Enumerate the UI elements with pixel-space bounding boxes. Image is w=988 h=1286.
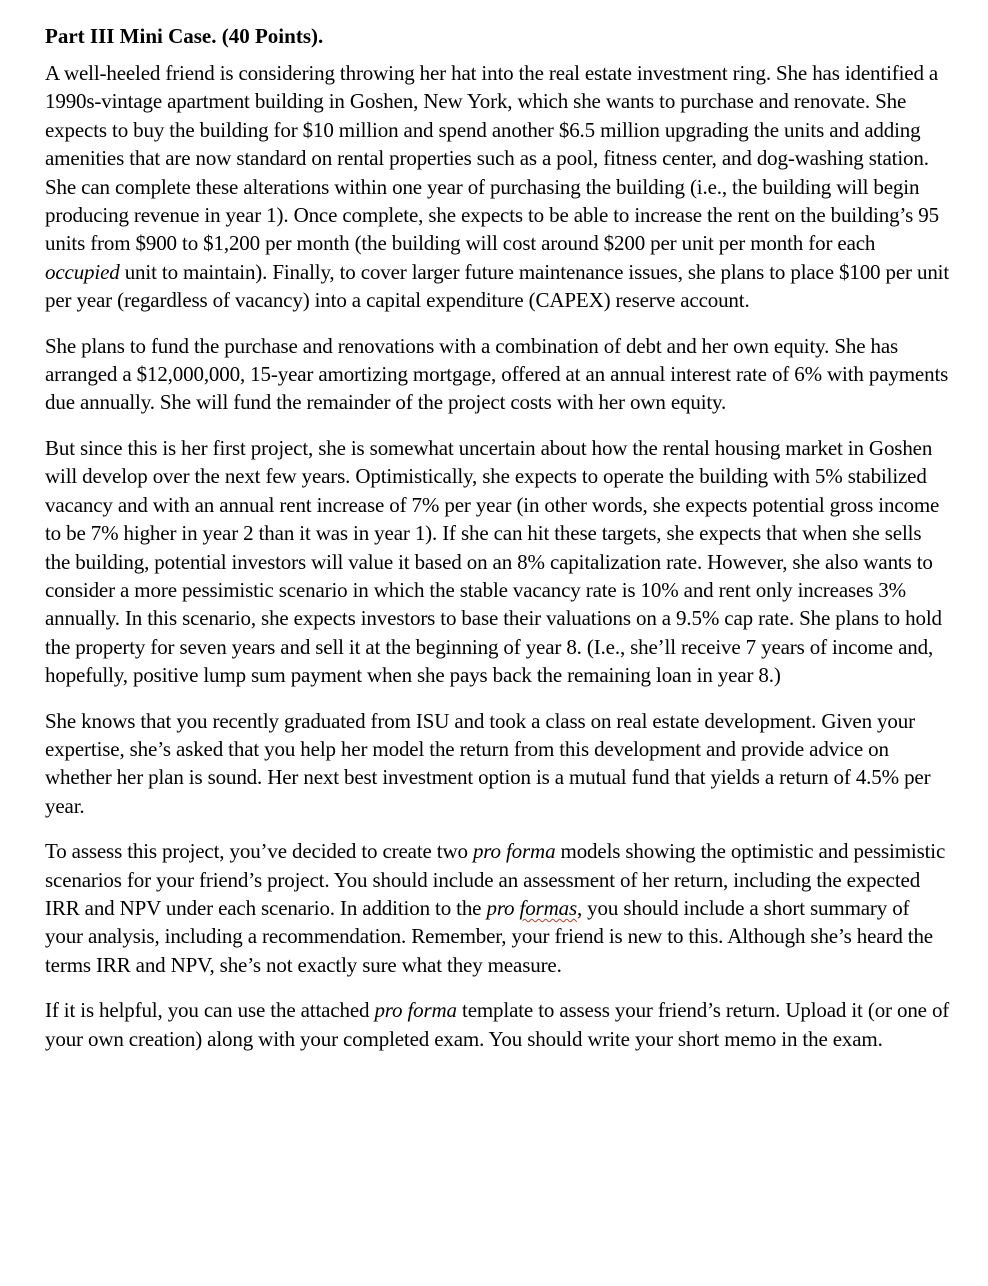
paragraph-template-text-a: If it is helpful, you can use the attached [45, 998, 375, 1023]
paragraph-template [45, 996, 950, 1053]
section-heading: Part III Mini Case. (40 Points). [45, 24, 324, 48]
paragraph-intro-text-a: A well-heeled friend is considering throwing her hat into the real estate investment ring. She has identified a 1990s-vintage apartment building in Goshen, New York, which she wants to purchase and renovate. She expects to buy the building for $10 million and spend another $6.5 million upgrading the units and adding amenities that are now standard on rental properties such as a pool, fitness center, and dog-washing station. She can complete these alterations within one year of purchasing the building (i.e., the building will begin producing revenue in year 1). Once complete, she expects to be able to increase the rent on the building’s 95 units from $900 to $1,200 per month (the building will cost around $200 per unit per month for each [45, 61, 939, 256]
paragraph-template-emphasis: pro forma [374, 998, 457, 1023]
paragraph-intro-emphasis: occupied [45, 259, 120, 284]
paragraph-assignment-text-c: , you should include a short summary of your analysis, including a recommendation. Remember, your friend is new to this. Although she’s heard the terms IRR and NPV, she’s not exactly sure what they measure. [45, 895, 933, 977]
paragraph-assignment-emphasis-1: pro forma [472, 839, 556, 864]
paragraph-assignment-emphasis-2b: formas [519, 895, 577, 920]
paragraph-assignment [45, 837, 950, 979]
paragraph-assignment-text-a: To assess this project, you’ve decided to create two [45, 839, 473, 864]
paragraph-request: She knows that you recently graduated from ISU and took a class on real estate development. Given your expertise, she’s asked that you help her model the return from this development and provide advice on whether her plan is sound. Her next best investment option is a mutual fund that yields a return of 4.5% per year. [45, 708, 931, 818]
paragraph-intro-text-b: unit to maintain). Finally, to cover larger future maintenance issues, she plans to place $100 per unit per year (regardless of vacancy) into a capital expenditure (CAPEX) reserve account. [45, 259, 950, 313]
paragraph-assignment-emphasis-2a: pro [486, 895, 520, 920]
paragraph-template-text-b: template to assess your friend’s return. Upload it (or one of your own creation) along with your completed exam. You should write your short memo in the exam. [45, 998, 950, 1051]
paragraph-intro [45, 59, 950, 315]
paragraph-scenarios: But since this is her first project, she is somewhat uncertain about how the rental housing market in Goshen will develop over the next few years. Optimistically, she expects to operate the building with 5% stabilized vacancy and with an annual rent increase of 7% per year (in other words, she expects potential gross income to be 7% higher in year 2 than it was in year 1). If she can hit these targets, she expects that when she sells the building, potential investors will value it based on an 8% capitalization rate. However, she also wants to consider a more pessimistic scenario in which the stable vacancy rate is 10% and rent only increases 3% annually. In this scenario, she expects investors to base their valuations on a 9.5% cap rate. She plans to hold the property for seven years and sell it at the beginning of year 8. (I.e., she’ll receive 7 years of income and, hopefully, positive lump sum payment when she pays back the remaining loan in year 8.) [45, 435, 942, 688]
paragraph-assignment-text-b: models showing the optimistic and pessimistic scenarios for your friend’s project. You should include an assessment of her return, including the expected IRR and NPV under each scenario. In addition to the [45, 839, 946, 920]
paragraph-financing: She plans to fund the purchase and renovations with a combination of debt and her own equity. She has arranged a $12,000,000, 15-year amortizing mortgage, offered at an annual interest rate of 6% with payments due annually. She will fund the remainder of the project costs with her own equity. [45, 333, 949, 415]
document-page [45, 22, 950, 1070]
